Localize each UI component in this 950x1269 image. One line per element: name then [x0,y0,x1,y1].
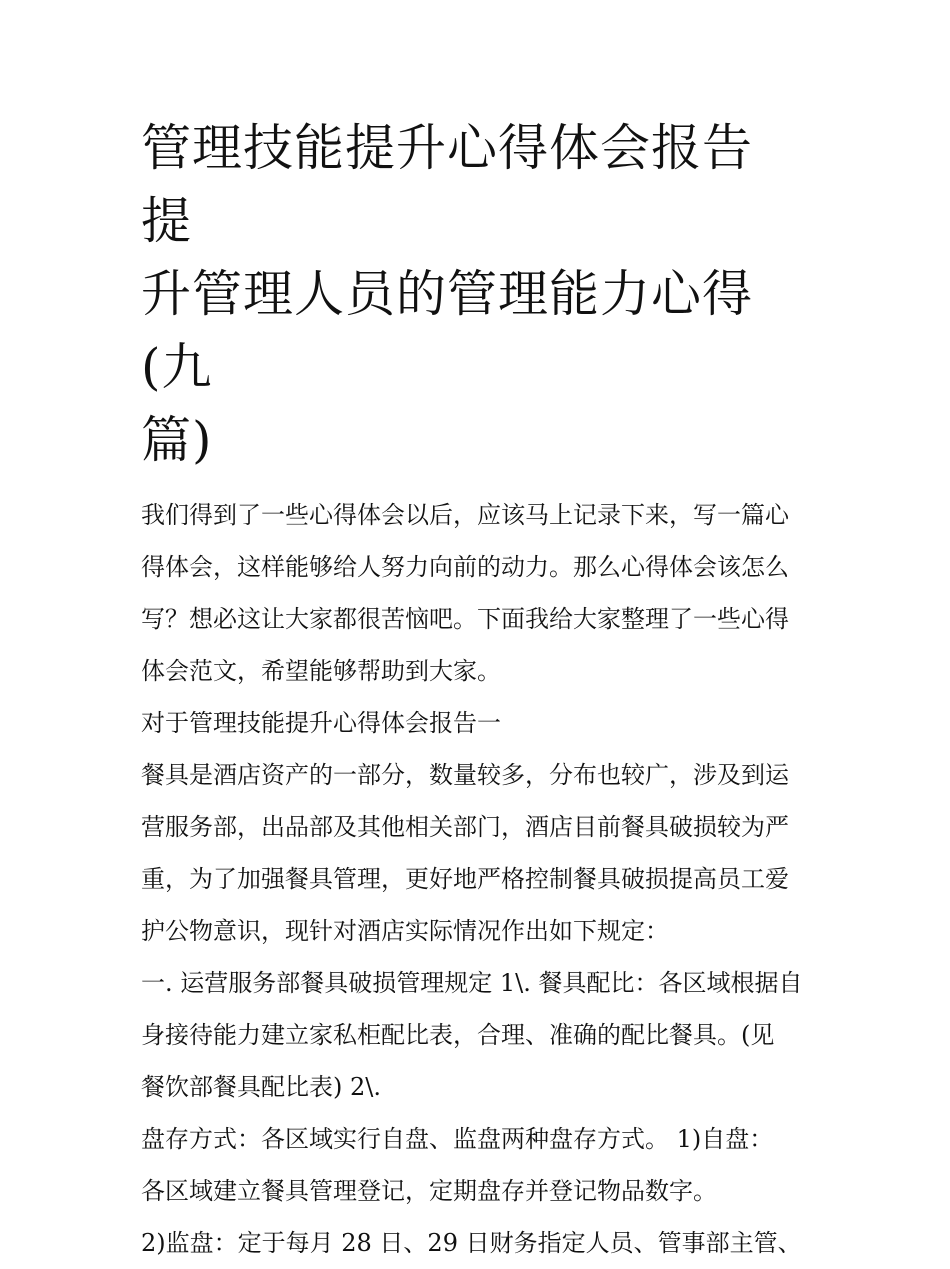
text-line: 重，为了加强餐具管理，更好地严格控制餐具破损提高员工爱 [141,865,789,893]
text-line: 盘存方式：各区域实行自盘、监盘两种盘存方式。 1)自盘： [141,1125,774,1153]
title-line: 升管理人员的管理能力心得(九 [141,265,753,396]
text-line: 一. 运营服务部餐具破损管理规定 1\. 餐具配比：各区域根据自 [141,969,803,997]
text-line: 餐具是酒店资产的一部分，数量较多，分布也较广，涉及到运 [141,761,789,789]
text-line: 对于管理技能提升心得体会报告一 [141,709,501,737]
title-line: 管理技能提升心得体会报告 提 [141,119,753,250]
text-line: 餐饮部餐具配比表) 2\. [141,1073,381,1101]
text-line: 得体会，这样能够给人努力向前的动力。那么心得体会该怎么 [141,553,789,581]
text-line: 我们得到了一些心得体会以后，应该马上记录下来，写一篇心 [141,501,789,529]
text-line: 身接待能力建立家私柜配比表，合理、准确的配比餐具。(见 [141,1021,775,1049]
text-line: 写？想必这让大家都很苦恼吧。下面我给大家整理了一些心得 [141,605,789,633]
text-line: 体会范文，希望能够帮助到大家。 [141,657,501,685]
section-heading [141,697,817,749]
body-paragraph [141,957,817,1113]
text-line: 2)监盘：定于每月 28 日、29 日财务指定人员、管事部主管、 [141,1229,802,1257]
title-line: 篇) [141,411,213,469]
document-page [141,112,817,1269]
intro-paragraph [141,489,817,697]
body-paragraph [141,1113,817,1269]
body-paragraph [141,749,817,957]
text-line: 营服务部，出品部及其他相关部门，酒店目前餐具破损较为严 [141,813,789,841]
text-line: 各区域建立餐具管理登记，定期盘存并登记物品数字。 [141,1177,717,1205]
document-title [141,112,817,477]
text-line: 护公物意识，现针对酒店实际情况作出如下规定： [141,917,669,945]
document-body [141,489,817,1269]
